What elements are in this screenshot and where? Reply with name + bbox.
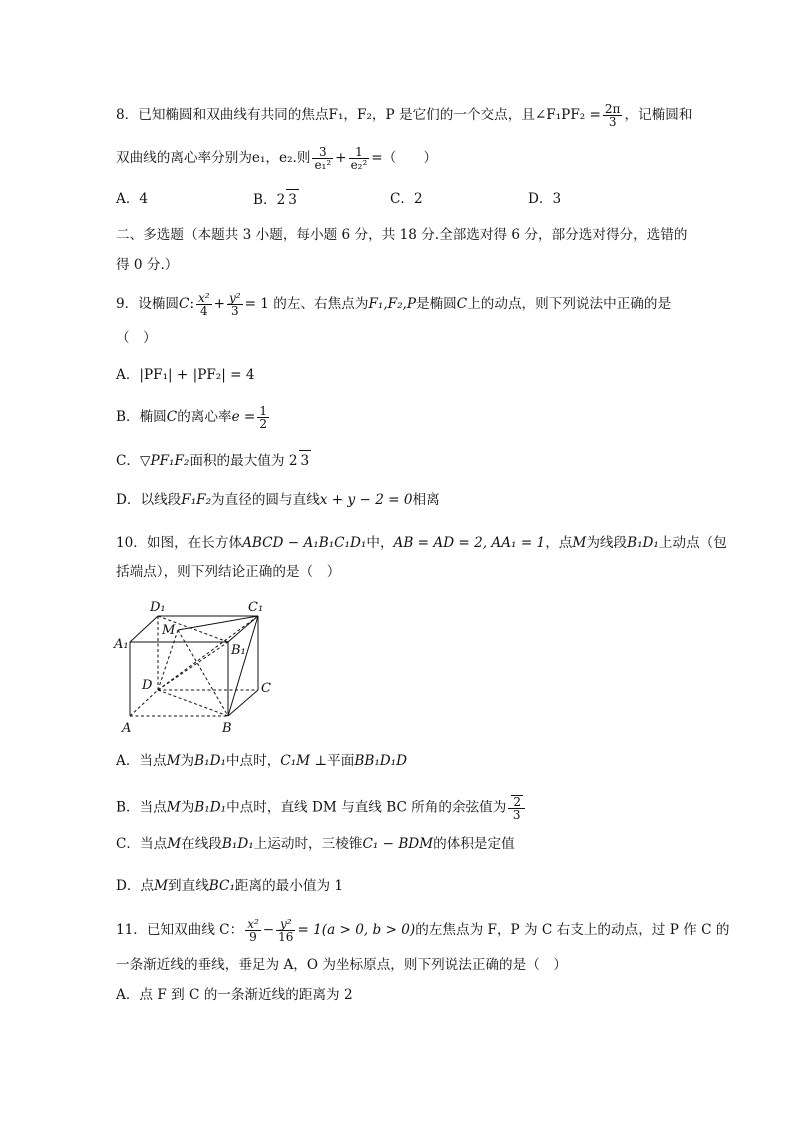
q8-option-c: C．2: [390, 191, 423, 207]
q8-fraction-1: $\frac{3}{\text{e₁²}}$: [314, 145, 332, 172]
q11-y-fraction: $\frac{\text{y²}}{16}$: [278, 917, 294, 944]
q10-option-c: C．当点M在线段B₁D₁上运动时，三棱锥C₁ − BDM的体积是定值: [116, 836, 515, 852]
q9-x-fraction: $\frac{\text{x²}}{4}$: [198, 291, 210, 318]
q11-stem-line-2: 一条渐近线的垂线，垂足为 A，O 为坐标原点，则下列说法正确的是（ ）: [116, 957, 568, 973]
label-b: B: [222, 721, 232, 736]
q11-option-a: A．点 F 到 C 的一条渐近线的距离为 2: [116, 987, 353, 1003]
q11-stem-line-1: 11．已知双曲线 C： $\frac{\text{x²}}{9}$ − $\frac{\text{y²}}{16}$ = 1(a > 0, b > 0)的左焦点为 F，P 为 C 右支上的动点，过 P 作 C 的: [116, 917, 730, 944]
section-2-heading-line-2: 得 0 分.）: [116, 257, 179, 273]
q9-y-fraction: $\frac{\text{y²}}{3}$: [229, 291, 241, 318]
q10-stem-line-2: 括端点），则下列结论正确的是（ ）: [116, 564, 341, 580]
label-a1: A₁: [114, 637, 129, 652]
q11-x-fraction: $\frac{\text{x²}}{9}$: [247, 917, 259, 944]
label-c: C: [261, 681, 271, 696]
q8-line-2: 双曲线的离心率分别为e₁，e₂.则 $\frac{3}{\text{e₁²}}$ + $\frac{1}{\text{e₂²}}$ =（ ）: [116, 145, 438, 172]
q8-angle-fraction: $\frac{2\pi}{3}$: [604, 102, 621, 129]
q9-option-a: A．|PF₁| + |PF₂| = 4: [116, 367, 255, 383]
cuboid-figure: [112, 596, 282, 738]
q10-stem-line-1: 10．如图，在长方体ABCD − A₁B₁C₁D₁中，AB = AD = 2, AA₁ = 1，点M为线段B₁D₁上动点（包: [116, 535, 727, 551]
q9-option-b: B．椭圆C的离心率e = $\frac{1}{2}$: [116, 404, 267, 431]
q10-option-d: D．点M到直线BC₁距离的最小值为 1: [116, 878, 344, 894]
q10-option-a: A．当点M为B₁D₁中点时，C₁M ⊥平面BB₁D₁D: [116, 753, 408, 769]
q10-option-b: B．当点M为B₁D₁中点时，直线 DM 与直线 BC 所角的余弦值为 $\frac{2}{3}$: [116, 795, 527, 821]
label-d1: D₁: [150, 600, 166, 615]
q9-option-d: D．以线段F₁F₂为直径的圆与直线x + y − 2 = 0相离: [116, 492, 440, 508]
label-b1: B₁: [231, 643, 246, 658]
q8-option-a: A．4: [116, 191, 149, 207]
label-m: M: [162, 623, 176, 638]
q8-option-d: D．3: [528, 191, 562, 207]
label-d: D: [142, 678, 153, 693]
label-c1: C₁: [248, 600, 264, 615]
q8-option-b: B．2 3: [253, 189, 299, 210]
section-2-heading-line-1: 二、多选题（本题共 3 小题，每小题 6 分，共 18 分.全部选对得 6 分，部分选对得分，选错的: [116, 227, 688, 243]
q9-option-c: C．▽PF₁F₂面积的最大值为 2 3: [116, 450, 311, 471]
label-a: A: [122, 721, 132, 736]
q9-paren: （ ）: [116, 330, 157, 346]
q9-stem: 9．设椭圆C: $\frac{\text{x²}}{4}$ + $\frac{\text{y²}}{3}$ = 1 的左、右焦点为F₁,F₂,P是椭圆C上的动点，则下列说法中正确的是: [116, 291, 672, 318]
q8-fraction-2: $\frac{1}{\text{e₂²}}$: [350, 145, 368, 172]
q8-line-1: 8．已知椭圆和双曲线有共同的焦点F₁，F₂，P 是它们的一个交点，且∠F₁PF₂ = $\frac{2\pi}{3}$ ，记椭圆和: [116, 102, 693, 129]
q10-option-b-fraction: $\frac{2}{3}$: [508, 795, 525, 821]
q9-option-b-fraction: $\frac{1}{2}$: [259, 404, 267, 431]
